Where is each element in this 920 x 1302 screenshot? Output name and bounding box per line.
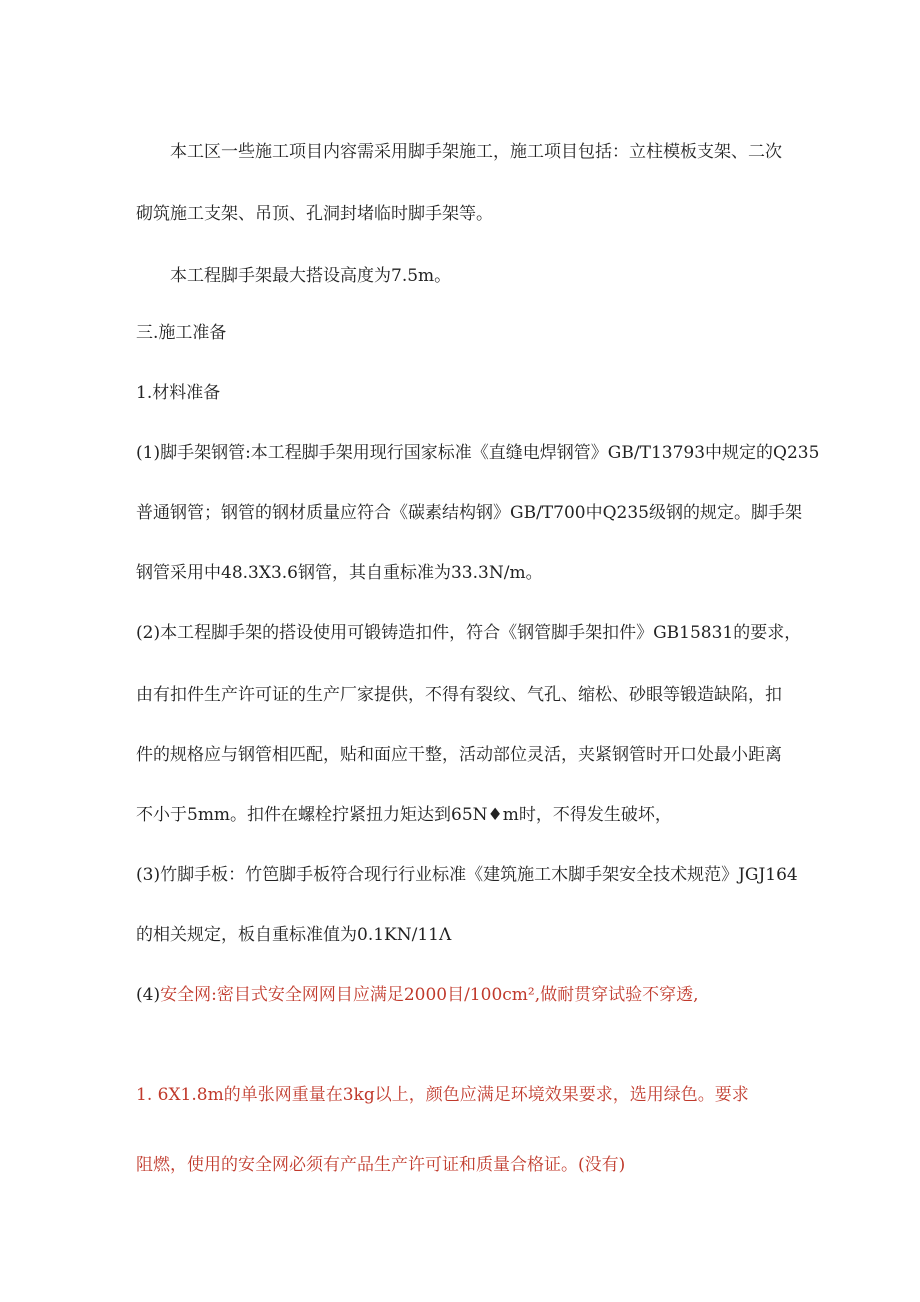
paragraph-line: 的相关规定，板自重标准值为0.1KN/11Λ [136,925,452,945]
paragraph-line: (2)本工程脚手架的搭设使用可锻铸造扣件，符合《钢管脚手架扣件》GB15831的要求， [136,623,802,643]
paragraph-line: 砌筑施工支架、吊顶、孔洞封堵临时脚手架等。 [136,204,493,224]
paragraph-line: 本工区一些施工项目内容需采用脚手架施工，施工项目包括：立柱模板支架、二次 [170,142,782,162]
item-number: 1. [136,1085,153,1105]
paragraph-line: 不小于5mm。扣件在螺栓拧紧扭力矩达到65N♦m时，不得发生破坏， [136,805,672,825]
section-heading: 三.施工准备 [136,323,227,343]
safety-net-line [136,984,896,1006]
paragraph-line: 普通钢管；钢管的钢材质量应符合《碳素结构钢》GB/T700中Q235级钢的规定。脚手架 [136,503,802,523]
highlighted-line: 阻燃，使用的安全网必须有产品生产许可证和质量合格证。(没有) [136,1155,626,1175]
item-number: (4) [136,985,161,1005]
paragraph-line: 钢管采用中48.3X3.6钢管，其自重标准为33.3N/m。 [136,563,543,583]
paragraph-line: 由有扣件生产许可证的生产厂家提供，不得有裂纹、气孔、缩松、砂眼等锻造缺陷，扣 [136,685,782,705]
highlighted-text: 安全网:密目式安全网网目应满足2000目/100cm²,做耐贯穿试验不穿透, [160,985,699,1005]
paragraph-line: (3)竹脚手板：竹笆脚手板符合现行行业标准《建筑施工木脚手架安全技术规范》JGJ164 [136,865,798,885]
subsection-heading: 1.材料准备 [136,383,221,403]
paragraph-line: 件的规格应与钢管相匹配，贴和面应干整，活动部位灵活，夹紧钢管时开口处最小距离 [136,745,782,765]
paragraph-line: (1)脚手架钢管:本工程脚手架用现行国家标准《直缝电焊钢管》GB/T13793中规定的Q235 [136,443,820,463]
highlighted-text: 6X1.8m的单张网重量在3kg以上，颜色应满足环境效果要求，选用绿色。要求 [157,1085,749,1105]
paragraph-line: 本工程脚手架最大搭设高度为7.5m。 [170,266,452,286]
highlighted-line [136,1084,896,1106]
